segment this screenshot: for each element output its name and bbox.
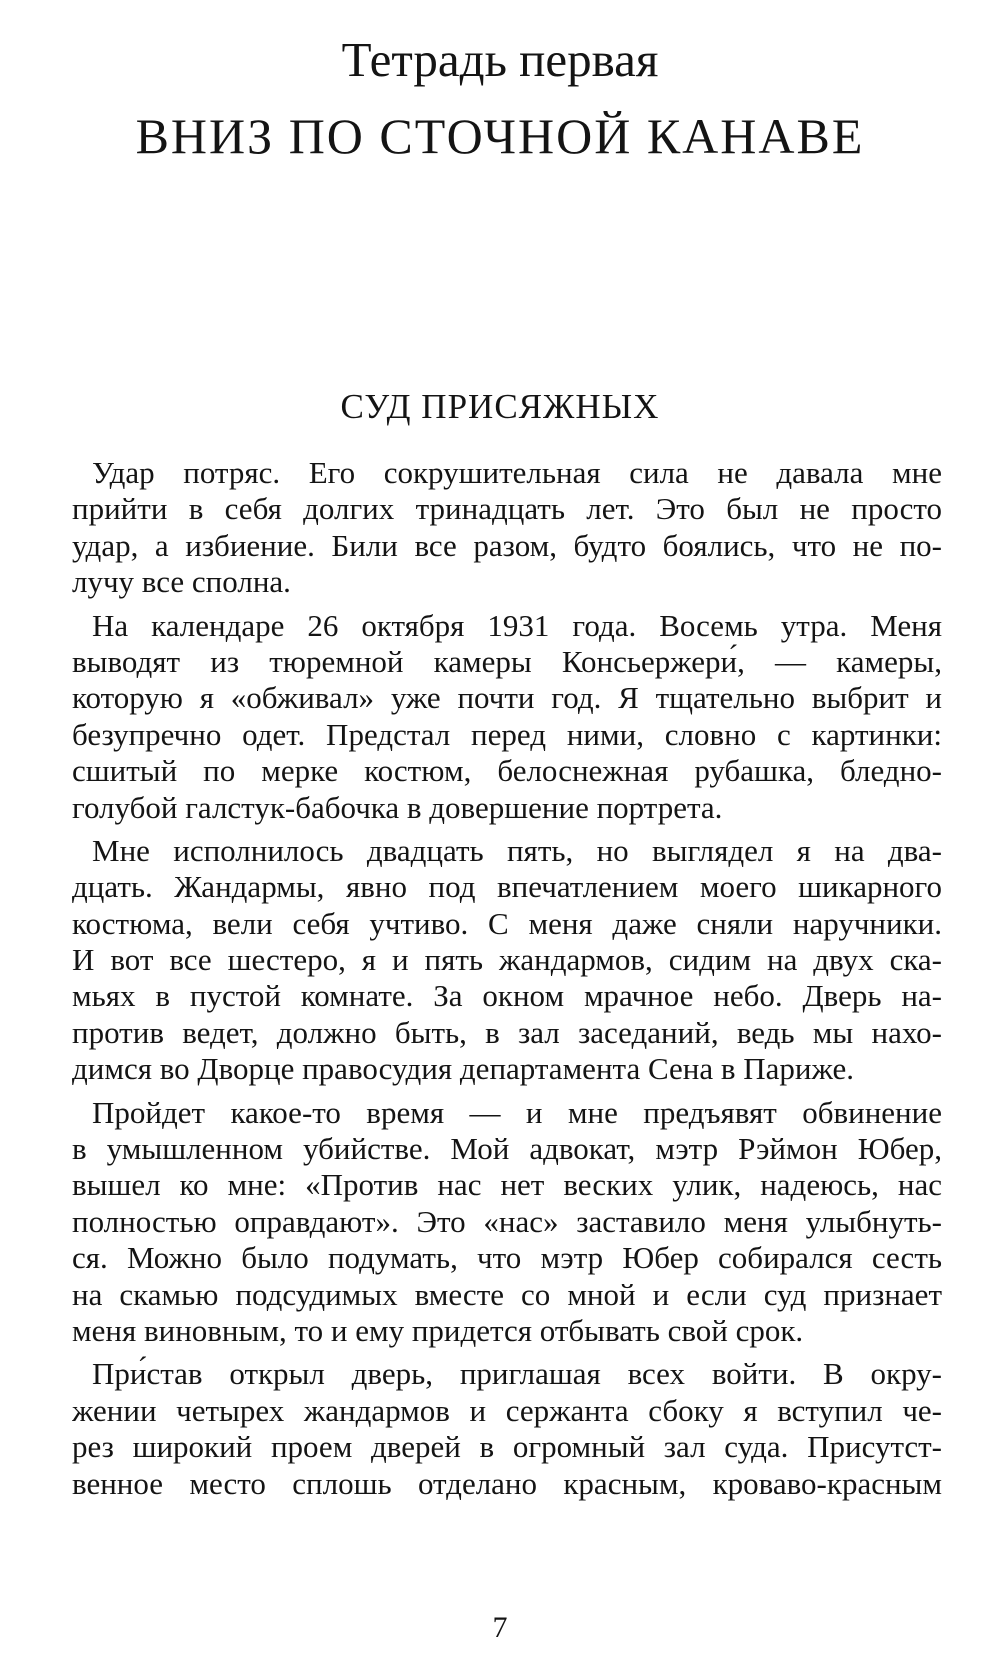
text-line: которую я «обживал» уже почти год. Я тщательно выбрит и [72, 680, 942, 716]
text-line: удар, а избиение. Били все разом, будто боялись, что не по- [72, 527, 942, 563]
text-line: прийти в себя долгих тринадцать лет. Это был не просто [72, 491, 942, 527]
text-line: Мне исполнилось двадцать пять, но выглядел я на два- [92, 832, 942, 868]
text-line: сшитый по мерке костюм, белоснежная рубашка, бледно- [72, 753, 942, 789]
text-line: дцать. Жандармы, явно под впечатлением моего шикарного [72, 869, 942, 905]
text-line: Пройдет какое-то время — и мне предъявят обвинение [92, 1094, 942, 1130]
paragraph-4 [72, 1095, 942, 1350]
text-line: При́став открыл дверь, приглашая всех войти. В окру- [92, 1356, 942, 1392]
text-line: рез широкий проем дверей в огромный зал суда. Присутст- [72, 1429, 942, 1465]
text-line: И вот все шестеро, я и пять жандармов, сидим на двух ска- [72, 942, 942, 978]
text-line: безупречно одет. Предстал перед ними, словно с картинки: [72, 716, 942, 752]
text-line: мьях в пустой комнате. За окном мрачное небо. Дверь на- [72, 978, 942, 1014]
text-line: жении четырех жандармов и сержанта сбоку я вступил че- [72, 1392, 942, 1428]
text-line: На календаре 26 октября 1931 года. Восемь утра. Меня [92, 607, 942, 643]
paragraph-1 [72, 455, 942, 601]
paragraph-3 [72, 833, 942, 1088]
text-line: вышел ко мне: «Против нас нет веских улик, надеюсь, нас [72, 1167, 942, 1203]
text-line: на скамью подсудимых вместе со мной и если суд признает [72, 1276, 942, 1312]
text-line: лучу все сполна. [72, 564, 291, 600]
paragraph-5 [72, 1356, 942, 1502]
text-line: костюма, вели себя учтиво. С меня даже сняли наручники. [72, 905, 942, 941]
section-title: СУД ПРИСЯЖНЫХ [340, 387, 660, 426]
text-line: против ведет, должно быть, в зал заседаний, ведь мы нахо- [72, 1014, 942, 1050]
body-text [72, 455, 942, 1509]
text-line: димся во Дворце правосудия департамента Сена в Париже. [72, 1051, 855, 1087]
notebook-title: Тетрадь первая [341, 32, 659, 87]
text-line: выводят из тюремной камеры Консьержери́, — камеры, [72, 643, 942, 679]
text-line: голубой галстук-бабочка в довершение портрета. [72, 789, 723, 825]
text-line: полностью оправдают». Это «нас» заставило меня улыбнуть- [72, 1203, 942, 1239]
text-line: меня виновным, то и ему придется отбывать свой срок. [72, 1312, 804, 1348]
chapter-title: ВНИЗ ПО СТОЧНОЙ КАНАВЕ [135, 108, 865, 164]
text-line: ся. Можно было подумать, что мэтр Юбер собирался сесть [72, 1240, 942, 1276]
text-line: венное место сплошь отделано красным, кроваво-красным [72, 1465, 942, 1501]
text-line: Удар потряс. Его сокрушительная сила не давала мне [92, 455, 942, 490]
page-number: 7 [492, 1611, 508, 1644]
text-line: в умышленном убийстве. Мой адвокат, мэтр Рэймон Юбер, [72, 1131, 942, 1167]
paragraph-2 [72, 608, 942, 826]
